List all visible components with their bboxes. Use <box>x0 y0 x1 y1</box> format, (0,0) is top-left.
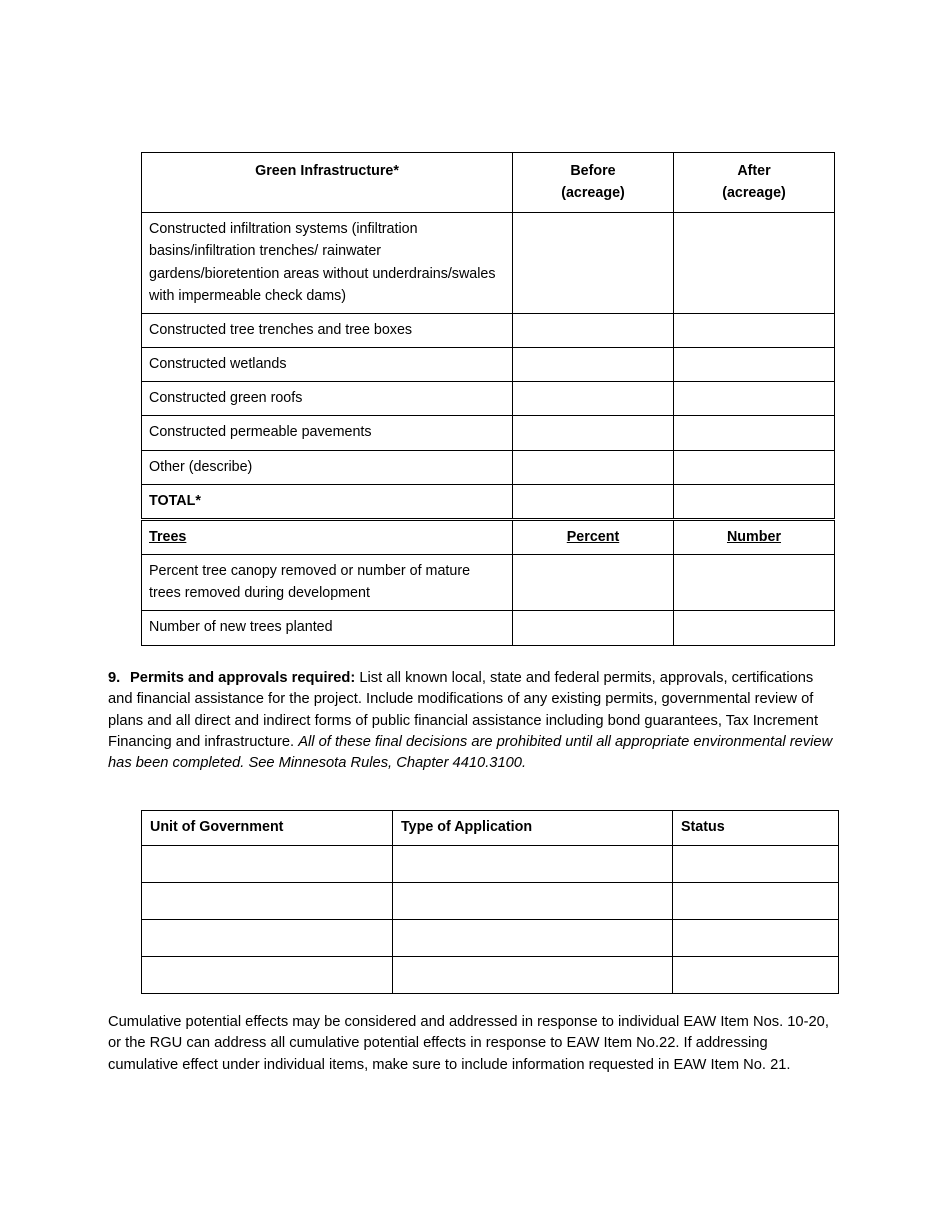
row-after-value[interactable] <box>674 450 835 484</box>
column-header-percent: Percent <box>513 521 674 555</box>
row-before-value[interactable] <box>513 213 674 314</box>
table-row <box>142 313 835 347</box>
table-header-row <box>142 153 835 213</box>
row-label: Constructed infiltration systems (infiltration basins/infiltration trenches/ rainwater gardens/bioretention areas without underdrains/swales with impermeable check dams) <box>142 213 513 314</box>
row-after-value[interactable] <box>674 484 835 518</box>
row-before-value[interactable] <box>513 313 674 347</box>
row-after-value[interactable] <box>674 382 835 416</box>
closing-paragraph: Cumulative potential effects may be considered and addressed in response to individual EAW Item Nos. 10-20, or the RGU can address all cumulative potential effects in response to EAW Item No.22. If addressing cumulative effect under individual items, make sure to include information requested in EAW Item No. 21. <box>108 1014 829 1073</box>
row-before-value[interactable] <box>513 416 674 450</box>
item-9-number: 9. <box>108 670 121 686</box>
cell-status[interactable] <box>673 920 839 957</box>
column-header-green-infrastructure <box>142 153 513 213</box>
item-9-paragraph <box>108 668 835 775</box>
trees-table <box>141 520 835 646</box>
column-header-trees: Trees <box>142 521 513 555</box>
cell-type-of-application[interactable] <box>393 957 673 994</box>
column-header-type-of-application: Type of Application <box>393 811 673 846</box>
row-label: Constructed permeable pavements <box>142 416 513 450</box>
row-label: Constructed green roofs <box>142 382 513 416</box>
table-header-row <box>142 521 835 555</box>
row-label: Constructed wetlands <box>142 348 513 382</box>
row-label: Number of new trees planted <box>142 611 513 645</box>
cell-unit-of-government[interactable] <box>142 846 393 883</box>
table-header-row <box>142 811 839 846</box>
row-percent-value[interactable] <box>513 611 674 645</box>
column-header-status: Status <box>673 811 839 846</box>
row-before-value[interactable] <box>513 450 674 484</box>
row-before-value[interactable] <box>513 484 674 518</box>
item-9-body: List all known local, state and federal permits, approvals, certifications and financial assistance for the project. Include modifications of any existing permits, governmental review of plans and all direct and indirect forms of public financial assistance including bond guarantees, Tax Increment Financing and infrastructure. <box>108 670 819 750</box>
table-row <box>142 883 839 920</box>
header-sublabel: (acreage) <box>561 185 625 202</box>
item-9-lead: Permits and approvals required: <box>130 670 356 686</box>
column-header-after <box>674 153 835 213</box>
row-label: Percent tree canopy removed or number of mature trees removed during development <box>142 555 513 611</box>
table-row <box>142 416 835 450</box>
row-before-value[interactable] <box>513 348 674 382</box>
row-after-value[interactable] <box>674 213 835 314</box>
table-row <box>142 846 839 883</box>
table-row <box>142 213 835 314</box>
table-row-total <box>142 484 835 518</box>
header-label: Before <box>570 163 616 179</box>
cell-unit-of-government[interactable] <box>142 883 393 920</box>
row-number-value[interactable] <box>674 611 835 645</box>
row-number-value[interactable] <box>674 555 835 611</box>
table-row <box>142 382 835 416</box>
table-row <box>142 450 835 484</box>
row-after-value[interactable] <box>674 416 835 450</box>
column-header-unit-of-government: Unit of Government <box>142 811 393 846</box>
row-label: Constructed tree trenches and tree boxes <box>142 313 513 347</box>
row-label: Other (describe) <box>142 450 513 484</box>
column-header-before <box>513 153 674 213</box>
row-percent-value[interactable] <box>513 555 674 611</box>
cell-unit-of-government[interactable] <box>142 920 393 957</box>
item-9-italic-note: All of these final decisions are prohibited until all appropriate environmental review has been completed. See Minnesota Rules, Chapter 4410.3100. <box>108 733 833 772</box>
table-row <box>142 957 839 994</box>
header-sublabel: (acreage) <box>722 185 786 202</box>
green-infrastructure-table <box>141 152 835 519</box>
cell-status[interactable] <box>673 957 839 994</box>
cell-type-of-application[interactable] <box>393 920 673 957</box>
permits-and-approvals-table <box>141 810 839 994</box>
header-label: Green Infrastructure* <box>255 163 399 179</box>
cell-unit-of-government[interactable] <box>142 957 393 994</box>
row-after-value[interactable] <box>674 313 835 347</box>
column-header-number: Number <box>674 521 835 555</box>
table-row <box>142 555 835 611</box>
row-before-value[interactable] <box>513 382 674 416</box>
cell-status[interactable] <box>673 846 839 883</box>
header-label: After <box>737 163 771 179</box>
table-row <box>142 348 835 382</box>
cell-type-of-application[interactable] <box>393 883 673 920</box>
cell-type-of-application[interactable] <box>393 846 673 883</box>
cell-status[interactable] <box>673 883 839 920</box>
row-after-value[interactable] <box>674 348 835 382</box>
table-row <box>142 920 839 957</box>
row-label-total: TOTAL* <box>142 484 513 518</box>
table-row <box>142 611 835 645</box>
